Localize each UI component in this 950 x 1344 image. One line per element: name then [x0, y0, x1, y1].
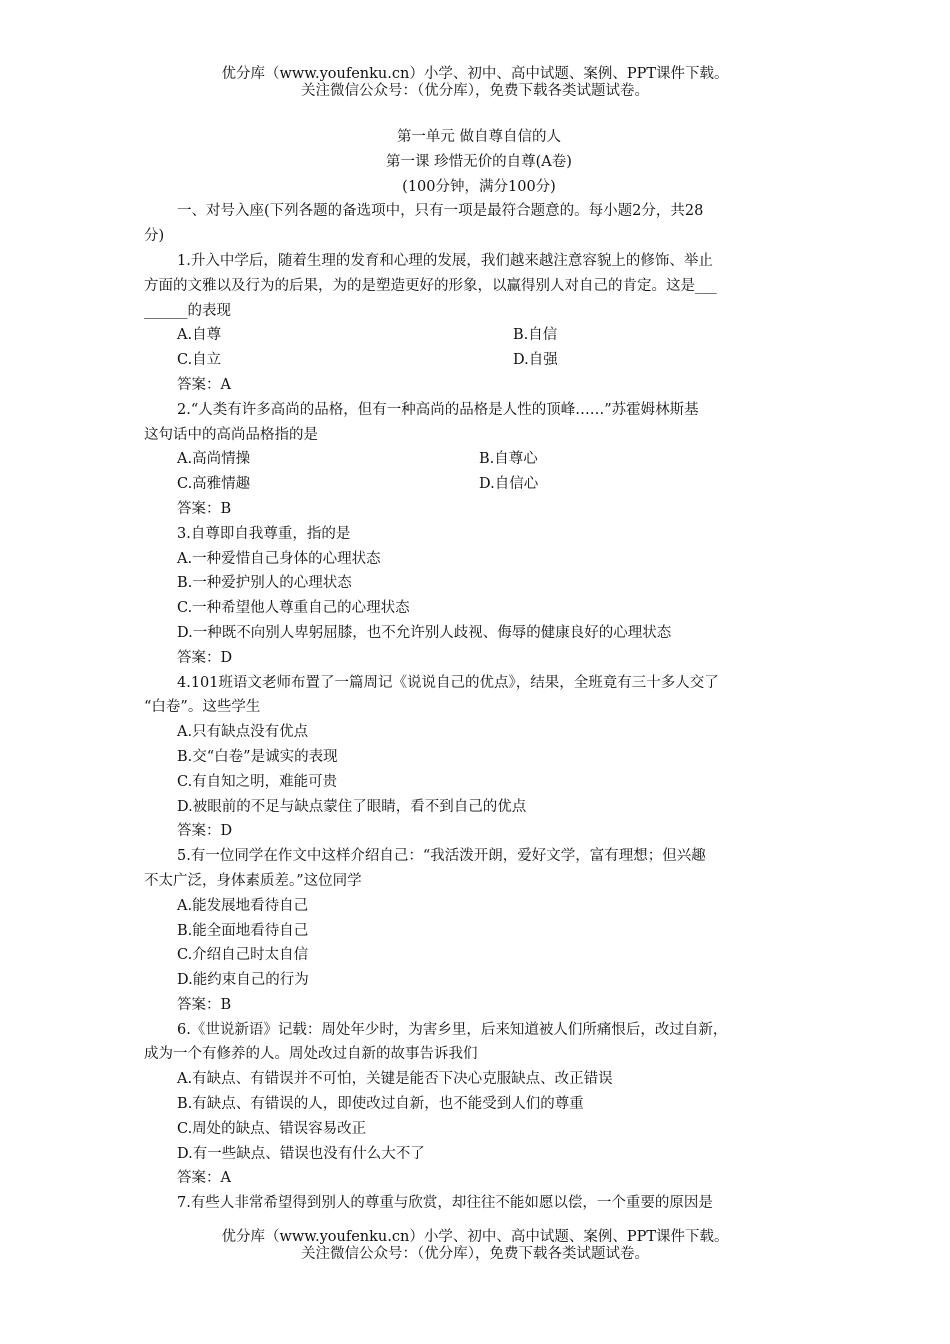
unit-title: 第一单元 做自尊自信的人 — [396, 129, 562, 145]
option-d: D.自强 — [513, 352, 558, 369]
option-a: A.高尚情操 — [177, 451, 251, 468]
question-3-option-a: A.一种爱惜自己身体的心理状态 — [177, 550, 381, 567]
question-2-stem-cont: 这句话中的高尚品格指的是 — [144, 426, 318, 443]
question-6-answer: 答案：A — [177, 1170, 231, 1187]
question-1-options-row-2 — [144, 348, 814, 373]
section-heading-cont: 分) — [144, 228, 165, 245]
question-3-option-b: B.一种爱护别人的心理状态 — [177, 575, 352, 592]
question-2-stem: 2.“人类有许多高尚的品格，但有一种高尚的品格是人性的顶峰……”苏霍姆林斯基 — [177, 401, 699, 418]
question-3-answer: 答案：D — [177, 649, 233, 666]
option-b: B.自尊心 — [479, 451, 538, 468]
option-b: B.自信 — [513, 327, 558, 344]
question-5-stem: 5.有一位同学在作文中这样介绍自己：“我活泼开朗，爱好文学，富有理想；但兴趣 — [177, 848, 706, 865]
option-c: C.高雅情趣 — [177, 476, 251, 493]
footer-line-2: 关注微信公众号：（优分库），免费下载各类试题试卷。 — [301, 1246, 649, 1262]
exam-time: (100分钟，满分100分) — [402, 178, 556, 195]
question-5-option-b: B.能全面地看待自己 — [177, 922, 309, 939]
option-c: C.自立 — [177, 352, 222, 369]
question-6-option-d: D.有一些缺点、错误也没有什么大不了 — [177, 1145, 425, 1162]
question-4-option-c: C.有自知之明，难能可贵 — [177, 773, 338, 790]
page-footer — [0, 1229, 950, 1263]
question-4-option-a: A.只有缺点没有优点 — [177, 724, 309, 741]
question-3-option-d: D.一种既不向别人卑躬屈膝，也不允许别人歧视、侮辱的健康良好的心理状态 — [177, 624, 672, 641]
question-4-stem: 4.101班语文老师布置了一篇周记《说说自己的优点》，结果，全班竟有三十多人交了 — [177, 674, 719, 691]
question-2-options-row-1 — [144, 447, 814, 472]
question-3-stem: 3.自尊即自我尊重，指的是 — [177, 525, 351, 542]
question-1-stem-cont: 方面的文雅以及行为的后果，为的是塑造更好的形象，以赢得别人对自己的肯定。这是___ — [144, 277, 717, 294]
question-3-option-c: C.一种希望他人尊重自己的心理状态 — [177, 600, 410, 617]
question-1-answer: 答案：A — [177, 376, 231, 393]
question-1-stem-end: ______的表现 — [144, 302, 231, 319]
question-4-option-b: B.交“白卷”是诚实的表现 — [177, 748, 338, 765]
question-1-stem: 1.升入中学后，随着生理的发育和心理的发展，我们越来越注意容貌上的修饰、举止 — [177, 252, 713, 269]
question-1-options-row-1 — [144, 323, 814, 348]
option-a: A.自尊 — [177, 327, 222, 344]
header-line-1: 优分库（www.youfenku.cn）小学、初中、高中试题、案例、PPT课件下载。 — [221, 66, 729, 82]
question-5-stem-cont: 不太广泛，身体素质差。”这位同学 — [144, 872, 362, 889]
question-4-answer: 答案：D — [177, 823, 233, 840]
question-6-option-c: C.周处的缺点、错误容易改正 — [177, 1120, 367, 1137]
question-6-stem: 6.《世说新语》记载：周处年少时，为害乡里，后来知道被人们所痛恨后，改过自新， — [177, 1021, 728, 1038]
question-6-option-b: B.有缺点、有错误的人，即使改过自新，也不能受到人们的尊重 — [177, 1096, 584, 1113]
header-line-2: 关注微信公众号：（优分库），免费下载各类试题试卷。 — [301, 83, 649, 99]
footer-line-1: 优分库（www.youfenku.cn）小学、初中、高中试题、案例、PPT课件下载。 — [221, 1229, 729, 1245]
question-5-answer: 答案：B — [177, 996, 232, 1013]
question-5-option-c: C.介绍自己时太自信 — [177, 947, 309, 964]
question-5-option-a: A.能发展地看待自己 — [177, 897, 309, 914]
question-6-stem-cont: 成为一个有修养的人。周处改过自新的故事告诉我们 — [144, 1046, 478, 1063]
page-header — [0, 66, 950, 100]
question-6-option-a: A.有缺点、有错误并不可怕，关键是能否下决心克服缺点、改正错误 — [177, 1071, 613, 1088]
section-heading: 一、对号入座(下列各题的备选项中，只有一项是最符合题意的。每小题2分，共28 — [177, 203, 704, 220]
question-7-stem: 7.有些人非常希望得到别人的尊重与欣赏，却往往不能如愿以偿，一个重要的原因是 — [177, 1195, 713, 1212]
question-4-option-d: D.被眼前的不足与缺点蒙住了眼睛，看不到自己的优点 — [177, 798, 527, 815]
question-2-answer: 答案：B — [177, 500, 232, 517]
document-body — [144, 125, 814, 1216]
question-2-options-row-2 — [144, 472, 814, 497]
question-4-stem-cont: “白卷”。这些学生 — [144, 699, 261, 716]
question-5-option-d: D.能约束自己的行为 — [177, 972, 309, 989]
option-d: D.自信心 — [479, 476, 539, 493]
lesson-title: 第一课 珍惜无价的自尊(A卷) — [386, 153, 572, 170]
